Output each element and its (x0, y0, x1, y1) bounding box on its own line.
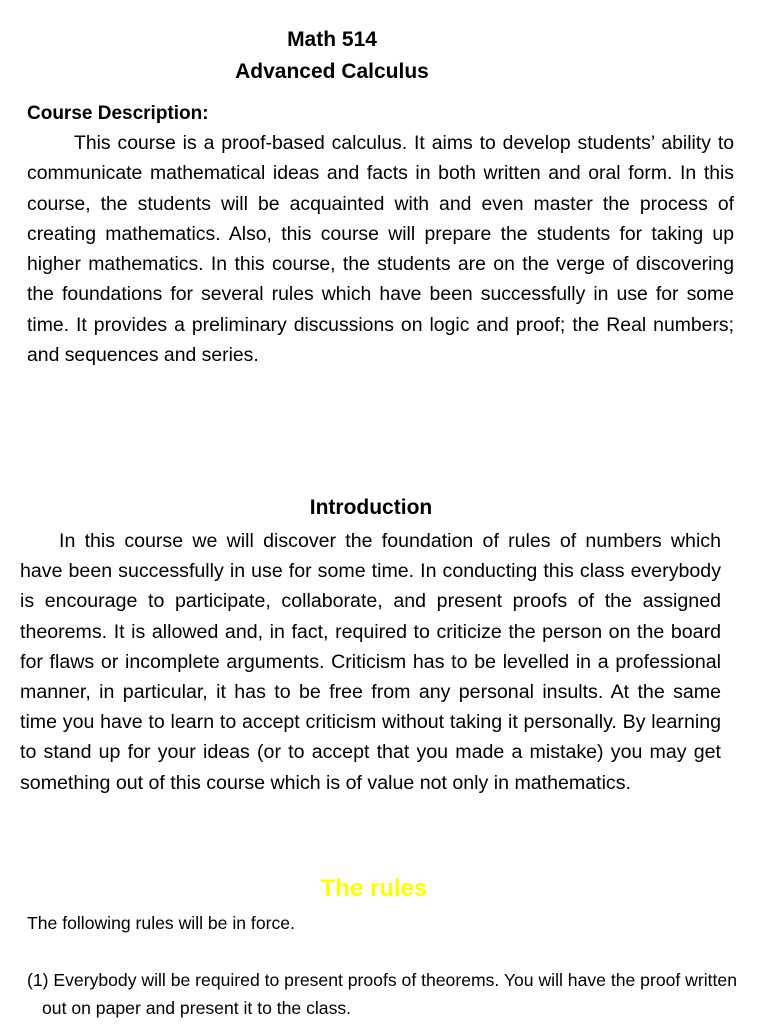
course-description-text: This course is a proof-based calculus. It aims to develop students’ ability to communicate mathematical ideas and facts in both written and oral form. In this course, the students will be acquainted with and even master the process of creating mathematics. Also, this course will prepare the students for taking up higher mathematics. In this course, the students are on the verge of discovering the foundations for several rules which have been successfully in use for some time. It provides a preliminary discussions on logic and proof; the Real numbers; and sequences and series. (27, 132, 734, 367)
introduction-heading: Introduction (309, 496, 433, 519)
course-title: Advanced Calculus (235, 60, 429, 83)
course-description-label: Course Description: (27, 103, 209, 124)
rules-intro-text: The following rules will be in force. (27, 913, 295, 933)
course-code: Math 514 (287, 28, 377, 51)
rules-heading: The rules (320, 875, 428, 902)
introduction-text: In this course we will discover the foundation of rules of numbers which have been successfully in use for some time. In conducting this class everybody is encourage to participate, collaborate, and present proofs of the assigned theorems. It is allowed and, in fact, required to criticize the person on the board for flaws or incomplete arguments. Criticism has to be levelled in a professional manner, in particular, it has to be free from any personal insults. At the same time you have to learn to accept criticism without taking it personally. By learning to stand up for your ideas (or to accept that you made a mistake) you may get something out of this course which is of value not only in mathematics. (20, 530, 721, 794)
rule-item-1: (1) Everybody will be required to present proofs of theorems. You will have the proof written out on paper and present it to the class. (27, 970, 737, 1018)
